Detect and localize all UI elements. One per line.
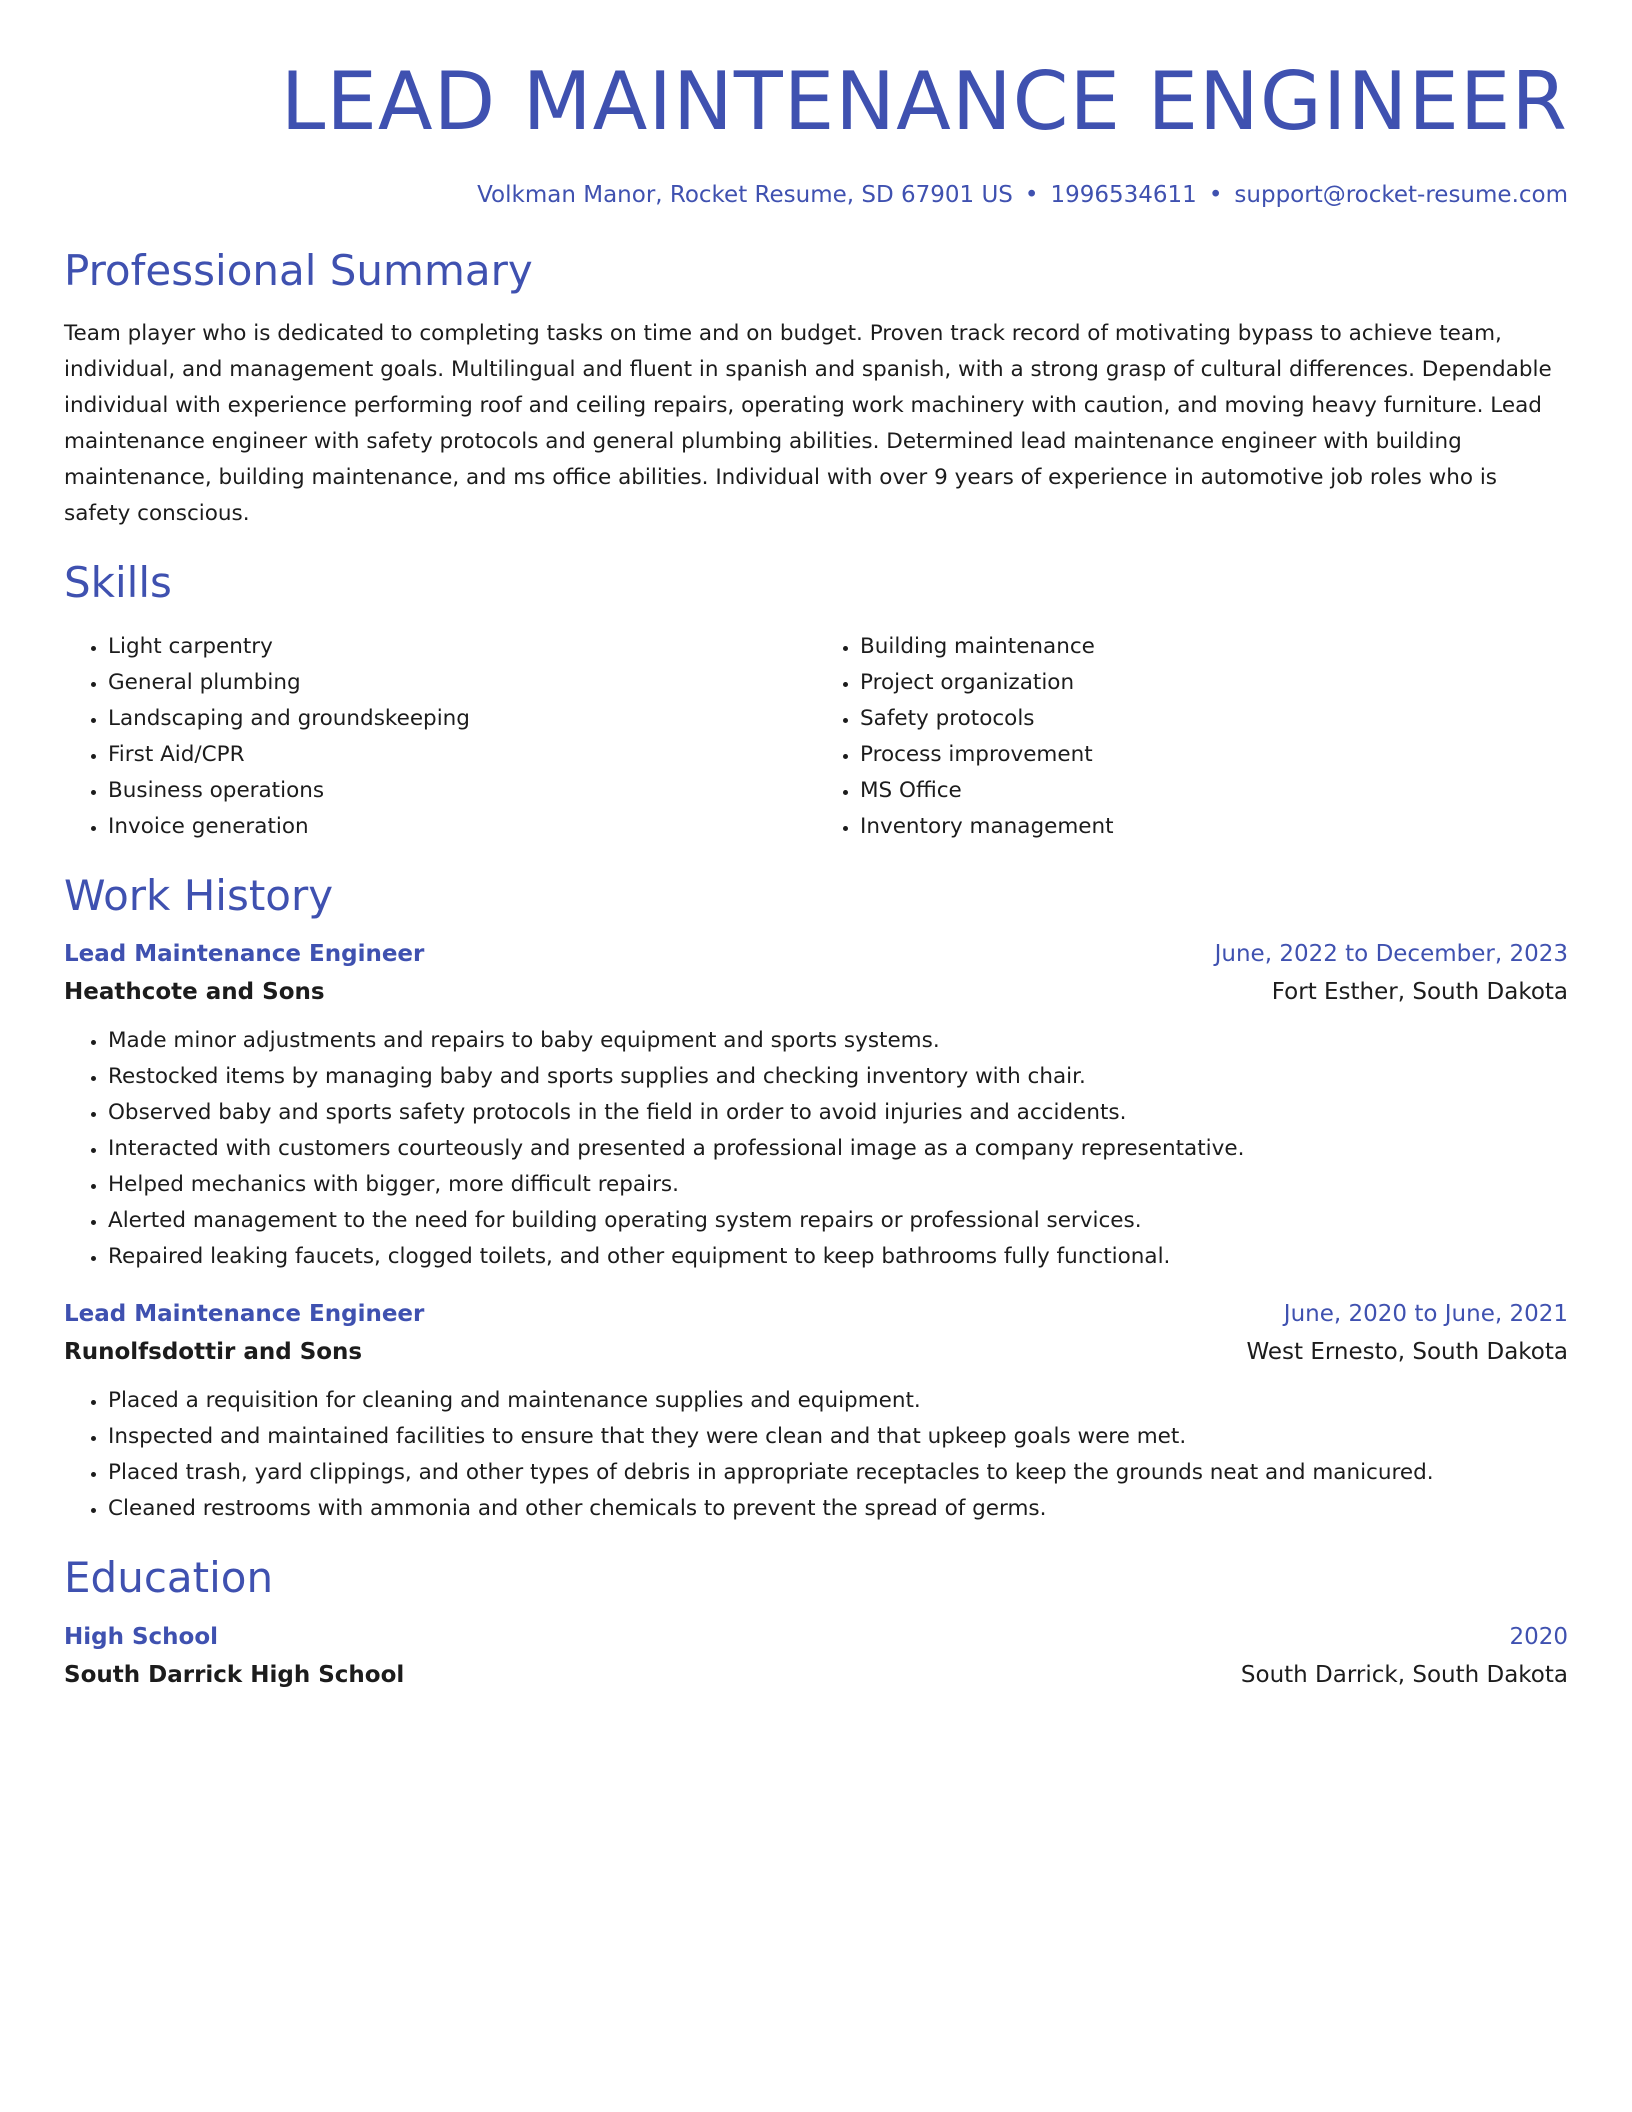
contact-separator: • [1208, 182, 1223, 208]
job-bullet: • Restocked items by managing baby and sports supplies and checking inventory with chair. [108, 1059, 1568, 1095]
skill-item: • Safety protocols [860, 701, 1568, 737]
skills-list [64, 629, 1568, 845]
education-school: South Darrick High School [64, 1661, 405, 1688]
contact-address: Volkman Manor, Rocket Resume, SD 67901 US [477, 182, 1013, 208]
skills-column-left [64, 629, 816, 845]
contact-line [64, 182, 1568, 208]
job-bullets [64, 1383, 1568, 1527]
skills-section-title: Skills [64, 558, 172, 608]
education-section-title: Education [64, 1553, 274, 1603]
skills-column-right [816, 629, 1568, 845]
job-bullet: • Helped mechanics with bigger, more difficult repairs. [108, 1167, 1568, 1203]
job-bullet: • Alerted management to the need for building operating system repairs or professional services. [108, 1203, 1568, 1239]
education-location: South Darrick, South Dakota [1240, 1661, 1568, 1688]
skill-item: • Process improvement [860, 737, 1568, 773]
job-location: Fort Esther, South Dakota [1271, 979, 1568, 1006]
contact-email[interactable]: support@rocket-resume.com [1234, 182, 1568, 208]
skill-item: • Building maintenance [860, 629, 1568, 665]
job-company-row [64, 979, 1568, 1005]
work-history-section-title: Work History [64, 870, 334, 920]
skill-item: • Landscaping and groundskeeping [108, 701, 816, 737]
job-title: Lead Maintenance Engineer [64, 1301, 425, 1328]
job-bullets [64, 1023, 1568, 1275]
job-company: Runolfsdottir and Sons [64, 1339, 363, 1366]
resume-name-title: LEAD MAINTENANCE ENGINEER [280, 55, 1568, 148]
job-header-row [64, 1301, 1568, 1327]
skill-item: • General plumbing [108, 665, 816, 701]
job-bullet: • Placed a requisition for cleaning and maintenance supplies and equipment. [108, 1383, 1568, 1419]
job-dates: June, 2020 to June, 2021 [1283, 1301, 1568, 1328]
job-bullet: • Made minor adjustments and repairs to baby equipment and sports systems. [108, 1023, 1568, 1059]
job-company-row [64, 1339, 1568, 1365]
skill-item: • Light carpentry [108, 629, 816, 665]
job-bullet: • Observed baby and sports safety protocols in the field in order to avoid injuries and accidents. [108, 1095, 1568, 1131]
summary-text: Team player who is dedicated to completing tasks on time and on budget. Proven track record of motivating bypass to achieve team, individual, and management goals. Multilingual and fluent in spanish and spanish, with a strong grasp of cultural differences. Dependable individual with experience performing roof and ceiling repairs, operating work machinery with caution, and moving heavy furniture. Lead maintenance engineer with safety protocols and general plumbing abilities. Determined lead maintenance engineer with building maintenance, building maintenance, and ms office abilities. Individual with over 9 years of experience in automotive job roles who is safety conscious. [64, 321, 1552, 527]
job-company: Heathcote and Sons [64, 979, 325, 1006]
job-dates: June, 2022 to December, 2023 [1214, 941, 1568, 968]
education-school-row [64, 1662, 1568, 1688]
skill-item: • Business operations [108, 773, 816, 809]
skill-item: • Invoice generation [108, 809, 816, 845]
education-header-row [64, 1624, 1568, 1650]
job-bullet: • Inspected and maintained facilities to ensure that they were clean and that upkeep goals were met. [108, 1419, 1568, 1455]
job-entry [64, 941, 1568, 1275]
skill-item: • Project organization [860, 665, 1568, 701]
job-location: West Ernesto, South Dakota [1246, 1339, 1568, 1366]
job-title: Lead Maintenance Engineer [64, 941, 425, 968]
skill-item: • MS Office [860, 773, 1568, 809]
skill-item: • Inventory management [860, 809, 1568, 845]
job-entry [64, 1301, 1568, 1527]
job-header-row [64, 941, 1568, 967]
contact-phone: 1996534611 [1050, 182, 1197, 208]
education-degree: High School [64, 1623, 219, 1650]
contact-separator: • [1024, 182, 1039, 208]
summary-section-title: Professional Summary [64, 246, 533, 295]
skill-item: • First Aid/CPR [108, 737, 816, 773]
education-year: 2020 [1509, 1623, 1568, 1650]
job-bullet: • Repaired leaking faucets, clogged toilets, and other equipment to keep bathrooms fully functional. [108, 1239, 1568, 1275]
education-entry [64, 1624, 1568, 1688]
job-bullet: • Placed trash, yard clippings, and other types of debris in appropriate receptacles to keep the grounds neat and manicured. [108, 1455, 1568, 1491]
job-bullet: • Interacted with customers courteously and presented a professional image as a company representative. [108, 1131, 1568, 1167]
job-bullet: • Cleaned restrooms with ammonia and other chemicals to prevent the spread of germs. [108, 1491, 1568, 1527]
